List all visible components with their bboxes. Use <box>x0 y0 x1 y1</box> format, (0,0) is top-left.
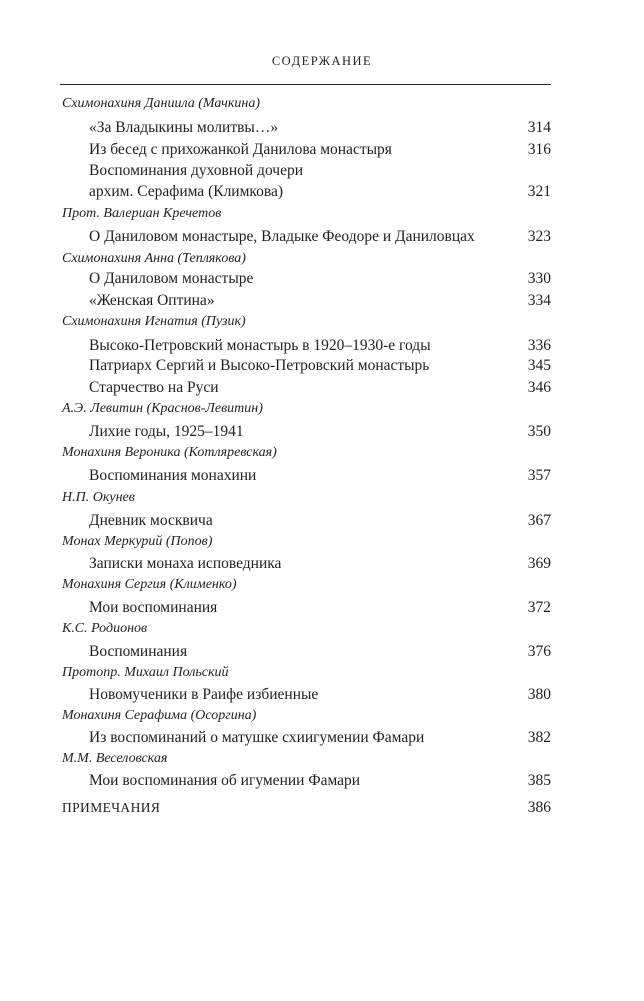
page-number: 380 <box>527 686 551 703</box>
page-number: 382 <box>527 729 551 746</box>
entry-title: О Даниловом монастыре <box>89 270 254 287</box>
entry-title: Патриарх Сергий и Высоко-Петровский монастырь <box>89 357 430 374</box>
page-number: 350 <box>527 423 551 440</box>
toc-entry <box>0 160 644 182</box>
page-header: СОДЕРЖАНИЕ <box>271 54 373 68</box>
page-number: 376 <box>527 643 551 660</box>
author-name: Прот. Валериан Кречетов <box>62 206 222 221</box>
page-number: 357 <box>527 467 551 484</box>
author-name: Схимонахиня Игнатия (Пузик) <box>62 314 246 329</box>
author-name: Монах Меркурий (Попов) <box>62 534 213 549</box>
toc-author <box>0 574 644 596</box>
toc-entry <box>0 421 644 443</box>
page-number: 346 <box>527 379 551 396</box>
toc-entry <box>0 117 644 139</box>
toc-entry <box>0 553 644 575</box>
entry-title: Новомученики в Раифе избиенные <box>89 686 319 703</box>
toc-entry <box>0 770 644 792</box>
entry-title: Старчество на Руси <box>89 379 219 396</box>
toc-entry <box>0 226 644 248</box>
toc-author <box>0 311 644 333</box>
toc-author <box>0 203 644 225</box>
page-number: 321 <box>527 183 551 200</box>
entry-title: Из воспоминаний о матушке схиигумении Фамари <box>89 729 425 746</box>
toc-author <box>0 442 644 464</box>
entry-title: ПРИМЕЧАНИЯ <box>62 800 161 815</box>
toc-entry <box>0 684 644 706</box>
toc-entry <box>0 355 644 377</box>
toc-entry <box>0 181 644 203</box>
toc-author <box>0 705 644 727</box>
toc-notes-entry <box>0 797 644 819</box>
toc-author <box>0 398 644 420</box>
toc-author <box>0 487 644 509</box>
author-name: Схимонахиня Анна (Теплякова) <box>62 251 246 266</box>
author-name: Н.П. Окунев <box>62 490 135 505</box>
toc-entry <box>0 597 644 619</box>
page-number: 345 <box>527 357 551 374</box>
page-number: 386 <box>527 799 551 816</box>
entry-title: Воспоминания <box>89 643 188 660</box>
author-name: А.Э. Левитин (Краснов-Левитин) <box>62 401 263 416</box>
author-name: Монахиня Вероника (Котляревская) <box>62 445 277 460</box>
page-number: 316 <box>527 141 551 158</box>
author-name: Монахиня Сергия (Клименко) <box>62 577 237 592</box>
toc-entry <box>0 335 644 357</box>
toc-entry <box>0 727 644 749</box>
entry-title: Воспоминания монахини <box>89 467 257 484</box>
entry-title: архим. Серафима (Климкова) <box>89 183 284 200</box>
entry-title: «Женская Оптина» <box>89 292 215 309</box>
entry-title: Лихие годы, 1925–1941 <box>89 423 244 440</box>
entry-title: О Даниловом монастыре, Владыке Феодоре и Даниловцах <box>89 228 475 245</box>
toc-entry <box>0 641 644 663</box>
toc-entry <box>0 377 644 399</box>
page-number: 330 <box>527 270 551 287</box>
entry-title: Воспоминания духовной дочери <box>89 162 304 179</box>
toc-author <box>0 531 644 553</box>
page-number: 323 <box>527 228 551 245</box>
page-number: 385 <box>527 772 551 789</box>
author-name: Схимонахиня Даниила (Мачкина) <box>62 96 261 111</box>
toc-author <box>0 662 644 684</box>
page-number: 369 <box>527 555 551 572</box>
toc-entry <box>0 290 644 312</box>
page-number: 372 <box>527 599 551 616</box>
toc-entry <box>0 465 644 487</box>
page-number: 314 <box>527 119 551 136</box>
entry-title: Мои воспоминания <box>89 599 218 616</box>
toc-author <box>0 748 644 770</box>
author-name: Протопр. Михаил Польский <box>62 665 229 680</box>
entry-title: Записки монаха исповедника <box>89 555 282 572</box>
entry-title: «За Владыкины молитвы…» <box>89 119 279 136</box>
page-number: 336 <box>527 337 551 354</box>
entry-title: Дневник москвича <box>89 512 213 529</box>
entry-title: Мои воспоминания об игумении Фамари <box>89 772 361 789</box>
page-number: 367 <box>527 512 551 529</box>
toc-author <box>0 618 644 640</box>
page-number: 334 <box>527 292 551 309</box>
entry-title: Высоко-Петровский монастырь в 1920–1930-е годы <box>89 337 431 354</box>
toc-author <box>0 93 644 115</box>
author-name: К.С. Родионов <box>62 621 148 636</box>
toc-entry <box>0 510 644 532</box>
entry-title: Из бесед с прихожанкой Данилова монастыря <box>89 141 392 158</box>
toc-author <box>0 248 644 270</box>
author-name: М.М. Веселовская <box>62 751 168 766</box>
toc-entry <box>0 268 644 290</box>
toc-entry <box>0 139 644 161</box>
author-name: Монахиня Серафима (Осоргина) <box>62 708 257 723</box>
